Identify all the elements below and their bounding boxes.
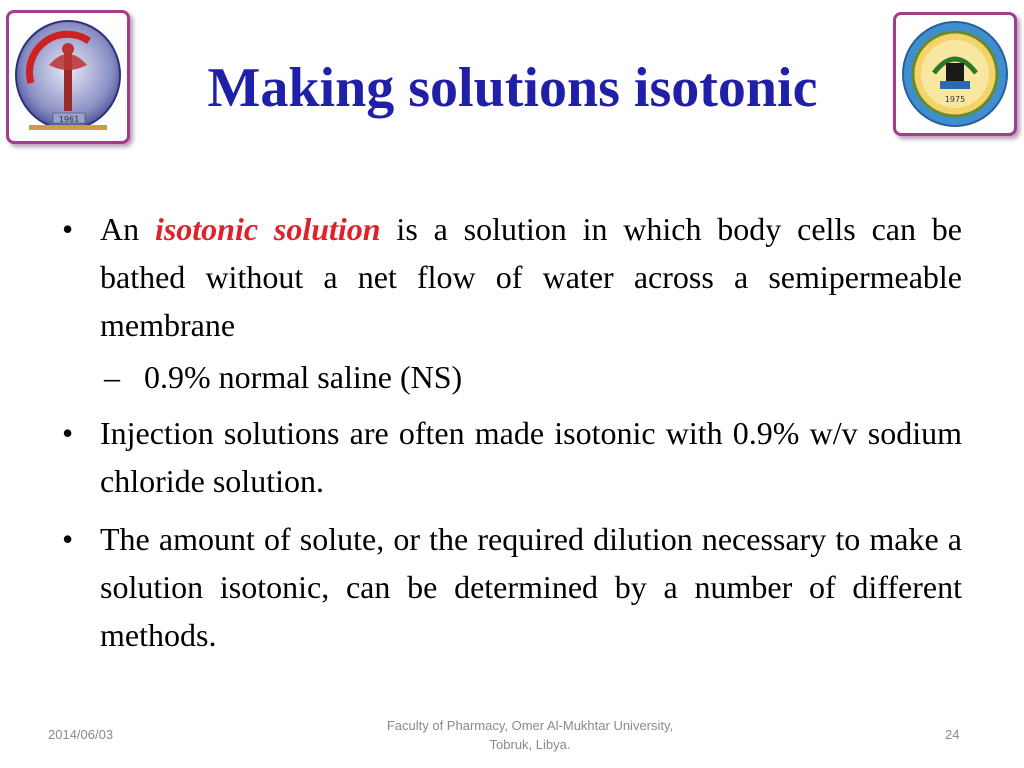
footer-date: 2014/06/03 — [48, 727, 114, 742]
sub-bullet-text: 0.9% normal saline (NS) — [144, 359, 463, 395]
slide-title: Making solutions isotonic — [207, 57, 818, 119]
footer-institution: Faculty of Pharmacy, Omer Al-Mukhtar University, Tobruk, Libya. — [386, 718, 674, 752]
bullet-2-text: Injection solutions are often made isotonic with 0.9% w/v sodium chloride solution. — [100, 415, 962, 499]
bullet-1-text: is a solution in which body cells can be bathed without a net flow of water across a semipermeable membrane — [100, 211, 963, 343]
bullet-marker: • — [62, 211, 74, 247]
pharmacy-faculty-logo — [6, 10, 130, 144]
sub-bullet-item — [62, 353, 962, 401]
bullet-item-1 — [62, 205, 962, 349]
university-seal-graphic — [896, 15, 1014, 133]
logo-right-year: 1975 — [944, 95, 966, 104]
highlight-term: isotonic solution — [154, 211, 381, 247]
university-seal-logo — [893, 12, 1017, 136]
sub-bullet-marker: – — [104, 359, 120, 395]
bullet-item-3 — [62, 515, 962, 659]
bullet-marker: • — [62, 521, 74, 557]
bullet-1-prefix: An — [100, 211, 155, 247]
pharmacy-faculty-logo-graphic — [9, 13, 127, 141]
bullet-marker: • — [62, 415, 74, 451]
slide-content — [62, 205, 962, 659]
bullet-item-2 — [62, 409, 962, 505]
logo-left-year: 1961 — [58, 115, 80, 124]
footer-page-number: 24 — [945, 727, 960, 742]
bullet-3-text: The amount of solute, or the required dilution necessary to make a solution isotonic, can be determined by a number of different methods. — [100, 521, 962, 653]
